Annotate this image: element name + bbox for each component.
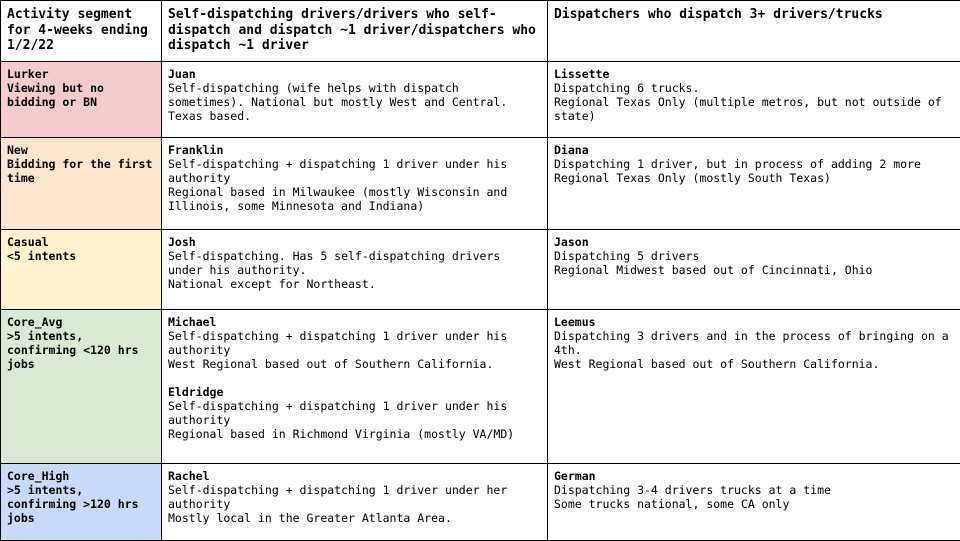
driver-name: Michael (168, 315, 541, 329)
self-dispatch-cell (162, 464, 548, 541)
dispatcher-cell (548, 310, 960, 464)
dispatcher-detail: Some trucks national, some CA only (554, 497, 954, 511)
segment-description: Viewing but no bidding or BN (7, 81, 155, 109)
table-row (1, 62, 960, 138)
spacer (168, 371, 541, 385)
self-dispatch-cell (162, 62, 548, 138)
driver-detail: Self-dispatching + dispatching 1 driver under her authority (168, 483, 541, 511)
header-row (1, 1, 960, 62)
driver-detail: Self-dispatching. Has 5 self-dispatching drivers under his authority. (168, 249, 541, 277)
table-row (1, 138, 960, 230)
self-dispatch-cell (162, 310, 548, 464)
dispatcher-name: Lissette (554, 67, 954, 81)
dispatcher-detail: Dispatching 3 drivers and in the process of bringing on a 4th. (554, 329, 954, 357)
dispatcher-name: Leemus (554, 315, 954, 329)
dispatcher-detail: Dispatching 6 trucks. (554, 81, 954, 95)
segment-name: Lurker (7, 67, 155, 81)
segment-description: >5 intents, confirming <120 hrs jobs (7, 329, 155, 371)
driver-name: Franklin (168, 143, 541, 157)
driver-detail: West Regional based out of Southern California. (168, 357, 541, 371)
dispatcher-detail: Dispatching 3-4 drivers trucks at a time (554, 483, 954, 497)
driver-detail: Self-dispatching + dispatching 1 driver under his authority (168, 329, 541, 357)
dispatcher-cell (548, 62, 960, 138)
dispatcher-detail: Dispatching 1 driver, but in process of adding 2 more (554, 157, 954, 171)
segment-name: Casual (7, 235, 155, 249)
dispatcher-name: German (554, 469, 954, 483)
table-row (1, 464, 960, 541)
driver-detail: Texas based. (168, 109, 541, 123)
segment-description: <5 intents (7, 249, 155, 263)
dispatcher-detail: Regional Midwest based out of Cincinnati, Ohio (554, 263, 954, 277)
driver-name: Rachel (168, 469, 541, 483)
segment-description: Bidding for the first time (7, 157, 155, 185)
dispatcher-detail: West Regional based out of Southern California. (554, 357, 954, 371)
dispatcher-cell (548, 464, 960, 541)
self-dispatch-cell (162, 138, 548, 230)
driver-name: Eldridge (168, 385, 541, 399)
driver-detail: Regional based in Milwaukee (mostly Wisconsin and Illinois, some Minnesota and Indiana) (168, 185, 541, 213)
segment-cell-casual (1, 230, 162, 310)
segment-cell-core-avg (1, 310, 162, 464)
driver-detail: Self-dispatching + dispatching 1 driver under his authority (168, 157, 541, 185)
dispatcher-cell (548, 138, 960, 230)
driver-name: Josh (168, 235, 541, 249)
dispatcher-cell (548, 230, 960, 310)
header-self-dispatching: Self-dispatching drivers/drivers who self-dispatch and dispatch ~1 driver/dispatchers who dispatch ~1 driver (162, 1, 548, 62)
self-dispatch-cell (162, 230, 548, 310)
driver-detail: Self-dispatching (wife helps with dispatch sometimes). National but mostly West and Central. (168, 81, 541, 109)
segment-name: Core_High (7, 469, 155, 483)
dispatcher-detail: Regional Texas Only (mostly South Texas) (554, 171, 954, 185)
table-row (1, 230, 960, 310)
segment-name: New (7, 143, 155, 157)
segment-cell-new (1, 138, 162, 230)
segment-name: Core_Avg (7, 315, 155, 329)
driver-detail: Mostly local in the Greater Atlanta Area. (168, 511, 541, 525)
driver-detail: National except for Northeast. (168, 277, 541, 291)
segment-cell-core-high (1, 464, 162, 541)
dispatcher-detail: Regional Texas Only (multiple metros, but not outside of state) (554, 95, 954, 123)
segment-description: >5 intents, confirming >120 hrs jobs (7, 483, 155, 525)
header-activity-segment: Activity segment for 4-weeks ending 1/2/22 (1, 1, 162, 62)
header-dispatchers: Dispatchers who dispatch 3+ drivers/trucks (548, 1, 960, 62)
driver-detail: Regional based in Richmond Virginia (mostly VA/MD) (168, 427, 541, 441)
dispatcher-detail: Dispatching 5 drivers (554, 249, 954, 263)
driver-name: Juan (168, 67, 541, 81)
segment-cell-lurker (1, 62, 162, 138)
dispatcher-name: Jason (554, 235, 954, 249)
dispatcher-name: Diana (554, 143, 954, 157)
driver-detail: Self-dispatching + dispatching 1 driver under his authority (168, 399, 541, 427)
table-row (1, 310, 960, 464)
